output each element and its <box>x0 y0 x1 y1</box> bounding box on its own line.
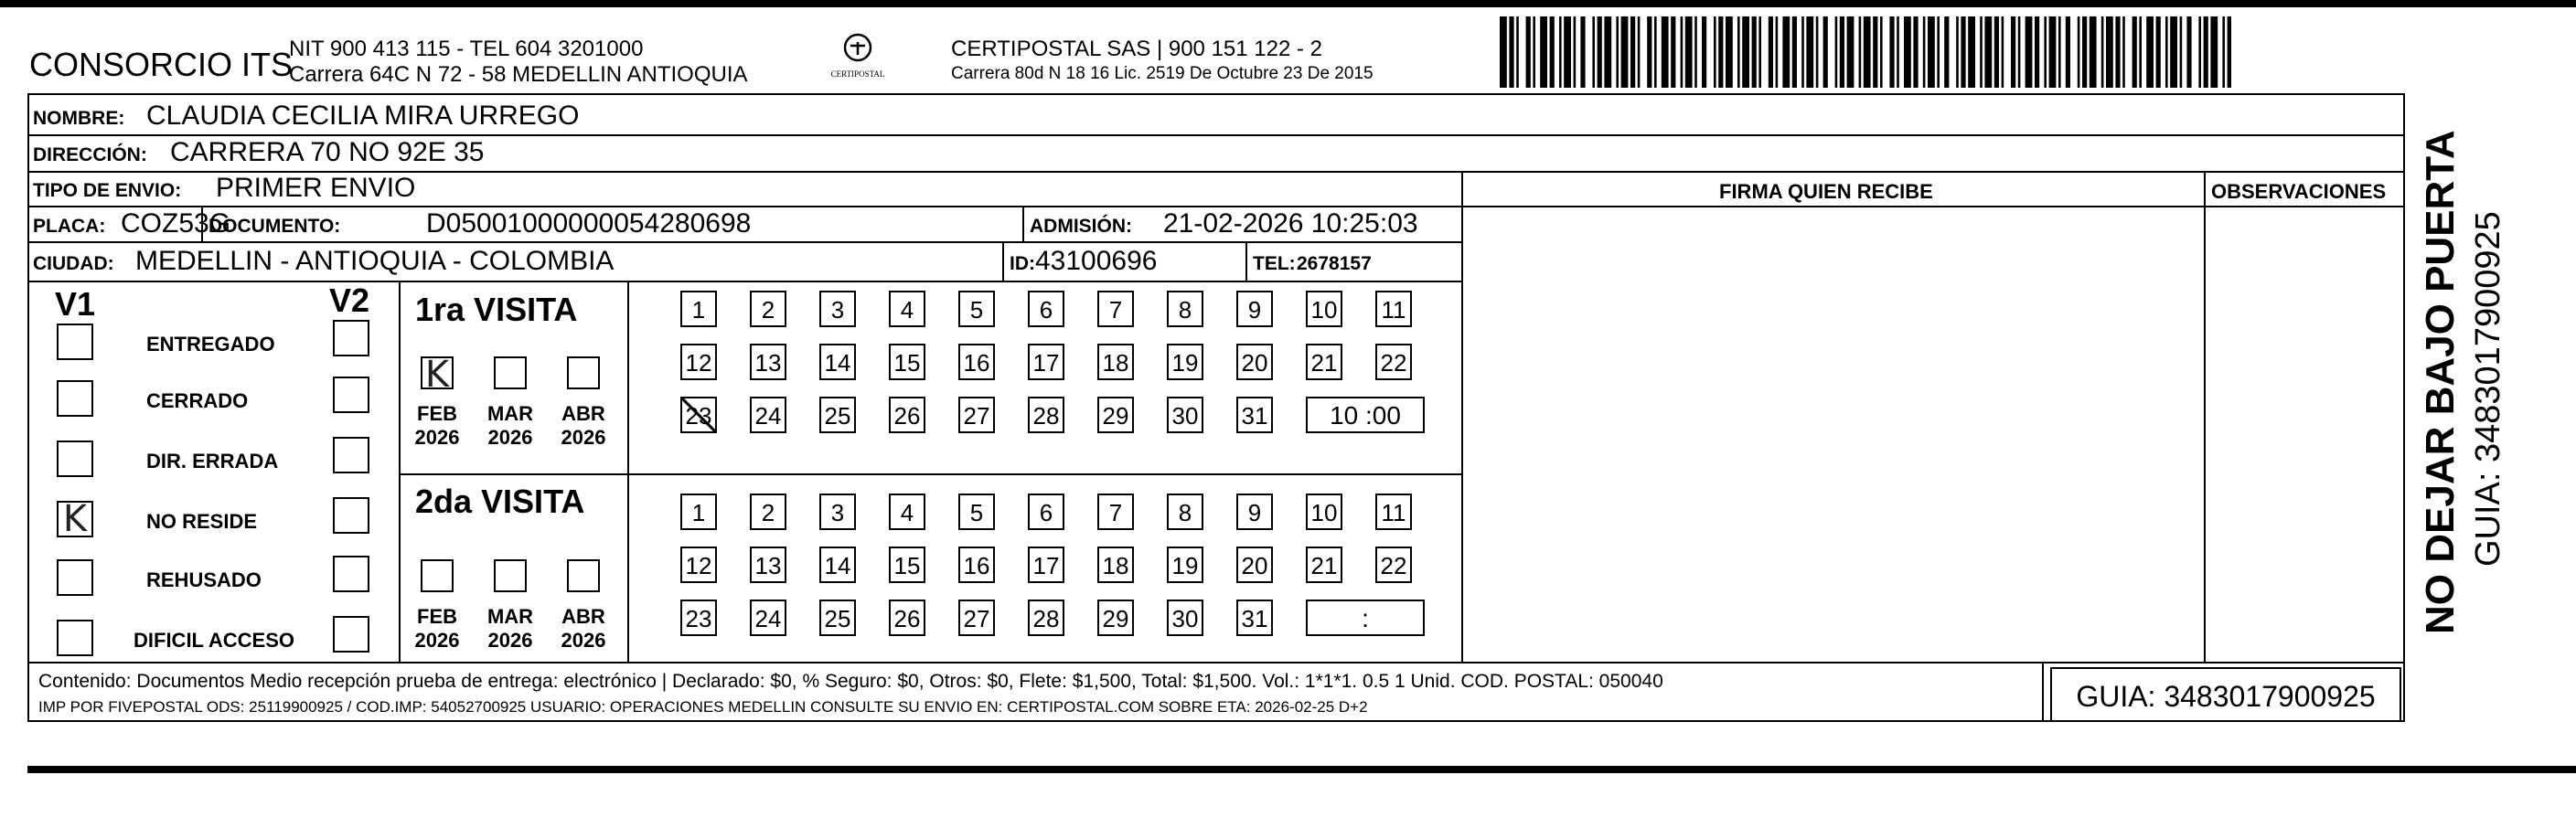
visit2-day-box[interactable]: 9 <box>1236 494 1273 530</box>
visit1-day-box[interactable]: 29 <box>1097 397 1134 433</box>
admission-label: ADMISIÓN: <box>1030 216 1132 237</box>
v2-checkbox[interactable] <box>333 497 369 534</box>
v1-checkbox[interactable] <box>57 620 93 656</box>
admission-value: 21-02-2026 10:25:03 <box>1163 208 1418 239</box>
visit2-day-box[interactable]: 20 <box>1236 547 1273 583</box>
status-label: ENTREGADO <box>146 333 275 356</box>
cell-rule <box>1022 206 1024 242</box>
row-rule <box>27 134 2405 136</box>
visit-divider <box>399 473 1463 475</box>
status-label: DIFICIL ACCESO <box>134 629 295 652</box>
do-not-leave-notice: NO DEJAR BAJO PUERTA <box>2418 130 2463 634</box>
status-label: CERRADO <box>146 389 249 412</box>
check-mark: K <box>424 354 450 396</box>
visit2-title: 2da VISITA <box>415 483 585 520</box>
visit1-month-box[interactable] <box>567 356 600 389</box>
visit2-day-box[interactable]: 11 <box>1375 494 1412 530</box>
visit2-day-box[interactable]: 22 <box>1375 547 1412 583</box>
v2-checkbox[interactable] <box>333 616 369 653</box>
v2-checkbox[interactable] <box>333 320 369 356</box>
v1-checkbox[interactable] <box>57 380 93 417</box>
visit2-month-box[interactable] <box>421 559 454 592</box>
observations-column-rule <box>2204 171 2206 663</box>
guia-number: GUIA: 3483017900925 <box>2050 667 2401 722</box>
visit2-time-field[interactable]: : <box>1306 600 1425 636</box>
company-address-line: Carrera 64C N 72 - 58 MEDELLIN ANTIOQUIA <box>289 62 748 87</box>
visit1-day-box[interactable]: 18 <box>1097 344 1134 380</box>
visit1-day-box[interactable]: 11 <box>1375 291 1412 327</box>
visit2-day-box[interactable]: 1 <box>680 494 717 530</box>
visit2-day-box[interactable]: 29 <box>1097 600 1134 636</box>
visit1-day-box[interactable]: 27 <box>958 397 995 433</box>
visit1-month-label: ABR 2026 <box>561 402 606 449</box>
check-mark: K <box>62 498 88 540</box>
visit1-day-box[interactable]: 9 <box>1236 291 1273 327</box>
visit2-day-box[interactable]: 19 <box>1167 547 1203 583</box>
id-value: 43100696 <box>1035 246 1158 276</box>
visit2-day-box[interactable]: 27 <box>958 600 995 636</box>
visit1-day-box[interactable]: 16 <box>958 344 995 380</box>
visit2-day-box[interactable]: 3 <box>819 494 856 530</box>
visit1-day-box[interactable]: 14 <box>819 344 856 380</box>
visit2-day-box[interactable]: 2 <box>750 494 786 530</box>
footer-rule <box>27 662 2405 663</box>
visit2-day-box[interactable]: 30 <box>1167 600 1203 636</box>
id-label: ID: <box>1010 253 1035 274</box>
status-label: NO RESIDE <box>146 510 258 533</box>
certipostal-logo-icon <box>830 27 885 82</box>
v1-checkbox[interactable] <box>57 324 93 360</box>
side-guia-number: GUIA: 3483017900925 <box>2469 211 2507 567</box>
v1-checkbox[interactable] <box>57 559 93 596</box>
barcode <box>1500 16 2231 88</box>
address-label: DIRECCIÓN: <box>33 144 147 165</box>
signature-column-rule <box>1461 171 1463 663</box>
document-label: DOCUMENTO: <box>208 216 341 237</box>
logo-text: CERTIPOSTAL <box>830 69 885 79</box>
visit1-day-box[interactable]: 26 <box>889 397 925 433</box>
carrier-address-line: Carrera 80d N 18 16 Lic. 2519 De Octubre 23 De 2015 <box>951 64 1374 83</box>
visit2-month-label: MAR 2026 <box>486 605 534 652</box>
visit2-day-box[interactable]: 12 <box>680 547 717 583</box>
visit2-day-box[interactable]: 7 <box>1097 494 1134 530</box>
visit1-month-label: MAR 2026 <box>486 402 534 449</box>
visit1-day-box[interactable]: 5 <box>958 291 995 327</box>
visit2-day-box[interactable]: 16 <box>958 547 995 583</box>
visit2-day-box[interactable]: 26 <box>889 600 925 636</box>
visit1-time-field[interactable]: 10 :00 <box>1306 397 1425 433</box>
visit2-day-box[interactable]: 13 <box>750 547 786 583</box>
visit2-day-box[interactable]: 23 <box>680 600 717 636</box>
v1-header: V1 <box>55 285 96 323</box>
visit1-day-box[interactable]: 17 <box>1028 344 1064 380</box>
recipient-address: CARRERA 70 NO 92E 35 <box>170 137 485 167</box>
company-nit-line: NIT 900 413 115 - TEL 604 3201000 <box>289 37 644 61</box>
visit-month-rule <box>627 281 629 663</box>
visit1-day-box[interactable]: 31 <box>1236 397 1273 433</box>
visit1-day-box[interactable]: 4 <box>889 291 925 327</box>
visit2-day-box[interactable]: 15 <box>889 547 925 583</box>
visit2-day-box[interactable]: 24 <box>750 600 786 636</box>
document-value: D05001000000054280698 <box>426 208 752 239</box>
visit1-day-box[interactable]: 25 <box>819 397 856 433</box>
status-label: DIR. ERRADA <box>146 450 279 472</box>
bottom-border <box>27 766 2576 773</box>
top-border <box>0 0 2576 7</box>
visit1-month-box[interactable] <box>494 356 527 389</box>
visit1-day-box[interactable]: 30 <box>1167 397 1203 433</box>
visit1-month-label: FEB 2026 <box>414 402 460 449</box>
visit1-day-box[interactable]: 10 <box>1306 291 1342 327</box>
v2-checkbox[interactable] <box>333 556 369 592</box>
contents-line: Contenido: Documentos Medio recepción prueba de entrega: electrónico | Declarado: $0, % Seguro: $0, Otros: $0, Flete: $1,500, Total: $1,500. Vol.: 1*1*1. 0.5 1 Unid. COD. POSTAL: 050040 <box>38 671 1663 692</box>
visit1-day-box[interactable]: 8 <box>1167 291 1203 327</box>
plate-label: PLACA: <box>33 216 106 237</box>
visit2-month-box[interactable] <box>567 559 600 592</box>
visit1-day-box[interactable]: 23 <box>680 397 717 433</box>
shipping-type-label: TIPO DE ENVIO: <box>33 180 182 201</box>
visit1-day-box[interactable]: 3 <box>819 291 856 327</box>
status-column-rule <box>399 281 401 663</box>
visit2-day-box[interactable]: 25 <box>819 600 856 636</box>
visit2-day-box[interactable]: 21 <box>1306 547 1342 583</box>
visit2-day-box[interactable]: 10 <box>1306 494 1342 530</box>
status-label: REHUSADO <box>146 568 262 591</box>
visit2-day-box[interactable]: 31 <box>1236 600 1273 636</box>
city-value: MEDELLIN - ANTIOQUIA - COLOMBIA <box>135 246 615 276</box>
v2-checkbox[interactable] <box>333 377 369 413</box>
plate-value: COZ53G <box>121 208 231 239</box>
visit2-day-box[interactable]: 18 <box>1097 547 1134 583</box>
shipping-type: PRIMER ENVIO <box>216 173 416 203</box>
visit1-day-box[interactable]: 15 <box>889 344 925 380</box>
tel-value: 2678157 <box>1297 253 1372 274</box>
visit1-day-box[interactable]: 21 <box>1306 344 1342 380</box>
visit1-month-box[interactable] <box>421 354 454 396</box>
visit2-day-box[interactable]: 8 <box>1167 494 1203 530</box>
print-info-line: IMP POR FIVEPOSTAL ODS: 25119900925 / COD.IMP: 54052700925 USUARIO: OPERACIONES MEDELLIN CONSULTE SU ENVIO EN: CERTIPOSTAL.COM SOBRE ETA: 2026-02-25 D+2 <box>38 698 1368 716</box>
visit1-day-box[interactable]: 12 <box>680 344 717 380</box>
v2-checkbox[interactable] <box>333 437 369 473</box>
city-label: CIUDAD: <box>33 253 114 274</box>
name-label: NOMBRE: <box>33 108 125 129</box>
visit2-day-box[interactable]: 6 <box>1028 494 1064 530</box>
visit1-day-box[interactable]: 28 <box>1028 397 1064 433</box>
visit1-day-box[interactable]: 24 <box>750 397 786 433</box>
recipient-name: CLAUDIA CECILIA MIRA URREGO <box>146 101 580 131</box>
v2-header: V2 <box>329 281 370 319</box>
visit1-day-box[interactable]: 19 <box>1167 344 1203 380</box>
company-name: CONSORCIO ITS <box>29 46 294 83</box>
v1-checkbox[interactable] <box>57 498 93 540</box>
visit1-day-box[interactable]: 1 <box>680 291 717 327</box>
carrier-line: CERTIPOSTAL SAS | 900 151 122 - 2 <box>951 37 1322 61</box>
cell-rule <box>1245 241 1247 281</box>
visit1-day-box[interactable]: 22 <box>1375 344 1412 380</box>
cell-rule <box>1002 241 1004 281</box>
guia-column-rule <box>2042 662 2044 722</box>
visit1-title: 1ra VISITA <box>415 291 578 328</box>
visit1-day-box[interactable]: 20 <box>1236 344 1273 380</box>
visit1-day-box[interactable]: 13 <box>750 344 786 380</box>
observations-header: OBSERVACIONES <box>2211 180 2387 203</box>
visit2-day-box[interactable]: 28 <box>1028 600 1064 636</box>
v1-checkbox[interactable] <box>57 441 93 477</box>
row-rule <box>27 206 2405 207</box>
visit2-day-box[interactable]: 5 <box>958 494 995 530</box>
visit1-day-box[interactable]: 6 <box>1028 291 1064 327</box>
visit2-day-box[interactable]: 4 <box>889 494 925 530</box>
tel-label: TEL: <box>1253 253 1296 274</box>
row-rule <box>27 241 1463 243</box>
row-rule <box>27 281 1463 282</box>
signature-header: FIRMA QUIEN RECIBE <box>1719 180 1933 203</box>
visit2-month-label: FEB 2026 <box>414 605 460 652</box>
visit2-day-box[interactable]: 17 <box>1028 547 1064 583</box>
visit2-month-label: ABR 2026 <box>561 605 606 652</box>
visit2-day-box[interactable]: 14 <box>819 547 856 583</box>
visit1-day-box[interactable]: 7 <box>1097 291 1134 327</box>
visit1-day-box[interactable]: 2 <box>750 291 786 327</box>
visit2-month-box[interactable] <box>494 559 527 592</box>
